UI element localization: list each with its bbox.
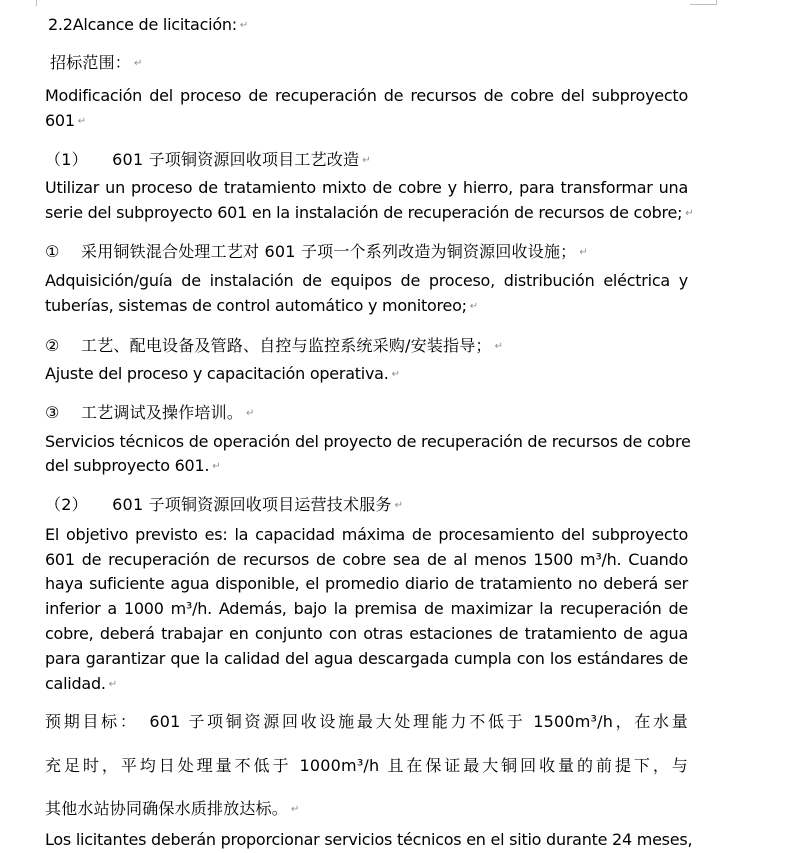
text-line-p3-l1 — [45, 268, 688, 294]
line-text: 预期目标： 601 子项铜资源回收设施最大处理能力不低于 1500m³/h，在水量 — [45, 712, 688, 731]
text-line-p5-l1 — [45, 429, 691, 455]
line-text: Utilizar un proceso de tratamiento mixto de cobre y hierro, para transformar una — [45, 178, 688, 197]
line-text: 其他水站协同确保水质排放达标。 — [45, 799, 289, 818]
text-line-target-zh-l2 — [45, 753, 688, 779]
text-line-p6-l6 — [45, 646, 688, 672]
line-text: Servicios técnicos de operación del proyecto de recuperación de recursos de cobre — [45, 432, 691, 451]
paragraph-mark-icon: ↵ — [579, 246, 588, 258]
text-line-c1-zh — [45, 239, 688, 266]
text-line-p6-l2 — [45, 547, 688, 573]
page-corner-mark-right — [690, 0, 717, 5]
text-line-p1-l1 — [45, 83, 688, 109]
paragraph-mark-icon: ↵ — [685, 207, 694, 219]
page-corner-mark-left — [36, 0, 37, 6]
line-text: Ajuste del proceso y capacitación operativa. — [45, 364, 389, 383]
line-text: ① 采用铜铁混合处理工艺对 601 子项一个系列改造为铜资源回收设施； — [45, 242, 577, 261]
text-line-p6-l4 — [45, 596, 688, 622]
paragraph-mark-icon: ↵ — [108, 678, 117, 690]
line-text: 601 de recuperación de recursos de cobre sea de al menos 1500 m³/h. Cuando — [45, 550, 688, 569]
line-text: para garantizar que la calidad del agua descargada cumpla con los estándares de — [45, 649, 688, 668]
line-text: del subproyecto 601. — [45, 456, 210, 475]
paragraph-mark-icon: ↵ — [469, 300, 478, 312]
line-text: inferior a 1000 m³/h. Además, bajo la premisa de maximizar la recuperación de — [45, 599, 688, 618]
line-text: ② 工艺、配电设备及管路、自控与监控系统采购/安装指导； — [45, 336, 492, 355]
text-line-target-zh-l1 — [45, 709, 688, 735]
paragraph-mark-icon: ↵ — [494, 340, 504, 352]
line-text: ③ 工艺调试及操作培训。 — [45, 403, 244, 422]
text-line-p6-l5 — [45, 621, 688, 647]
paragraph-mark-icon: ↵ — [246, 407, 255, 419]
text-line-section-heading — [48, 12, 691, 39]
paragraph-mark-icon: ↵ — [239, 19, 249, 31]
text-line-p2-l2 — [45, 200, 694, 227]
line-text: 招标范围： — [50, 53, 132, 72]
text-line-scope-label-zh — [50, 50, 693, 77]
line-text: serie del subproyecto 601 en la instalación de recuperación de recursos de cobre; — [45, 203, 683, 222]
line-text: 601 — [45, 111, 75, 130]
text-line-p6-l7 — [45, 671, 688, 698]
paragraph-mark-icon: ↵ — [77, 115, 86, 127]
paragraph-mark-icon: ↵ — [291, 803, 300, 815]
text-line-p5-l2 — [45, 453, 688, 480]
text-line-p3-l2 — [45, 293, 688, 320]
paragraph-mark-icon: ↵ — [362, 154, 371, 166]
line-text: Adquisición/guía de instalación de equipos de proceso, distribución eléctrica y — [45, 271, 688, 290]
text-line-p6-l1 — [45, 522, 688, 548]
text-line-p2-l1 — [45, 175, 688, 201]
line-text: Modificación del proceso de recuperación de recursos de cobre del subproyecto — [45, 86, 688, 105]
line-text: 2.2Alcance de licitación: — [48, 15, 237, 34]
text-line-item2-heading-zh — [45, 492, 688, 519]
text-line-p1-l2 — [45, 108, 688, 135]
line-text: tuberías, sistemas de control automático y monitoreo; — [45, 296, 467, 315]
text-line-p4-l1 — [45, 361, 688, 388]
line-text: （1） 601 子项铜资源回收项目工艺改造 — [45, 150, 360, 169]
text-line-target-zh-l3 — [45, 796, 688, 823]
line-text: cobre, deberá trabajar en conjunto con otras estaciones de tratamiento de agua — [45, 624, 688, 643]
text-line-c2-zh — [45, 333, 688, 360]
paragraph-mark-icon: ↵ — [134, 57, 143, 69]
paragraph-mark-icon: ↵ — [394, 499, 404, 511]
line-text: 充足时，平均日处理量不低于 1000m³/h 且在保证最大铜回收量的前提下，与 — [45, 756, 688, 775]
text-line-p6-l3 — [45, 571, 688, 597]
text-line-item1-heading-zh — [45, 147, 688, 174]
line-text: El objetivo previsto es: la capacidad máxima de procesamiento del subproyecto — [45, 525, 688, 544]
line-text: Los licitantes deberán proporcionar servicios técnicos en el sitio durante 24 meses, — [45, 830, 693, 849]
paragraph-mark-icon: ↵ — [212, 460, 221, 472]
line-text: （2） 601 子项铜资源回收项目运营技术服务 — [45, 495, 392, 514]
paragraph-mark-icon: ↵ — [391, 368, 400, 380]
line-text: calidad. — [45, 674, 106, 693]
line-text: haya suficiente agua disponible, el promedio diario de tratamiento no deberá ser — [45, 574, 688, 593]
text-line-p7-l1 — [45, 827, 693, 853]
text-line-c3-zh — [45, 400, 688, 427]
